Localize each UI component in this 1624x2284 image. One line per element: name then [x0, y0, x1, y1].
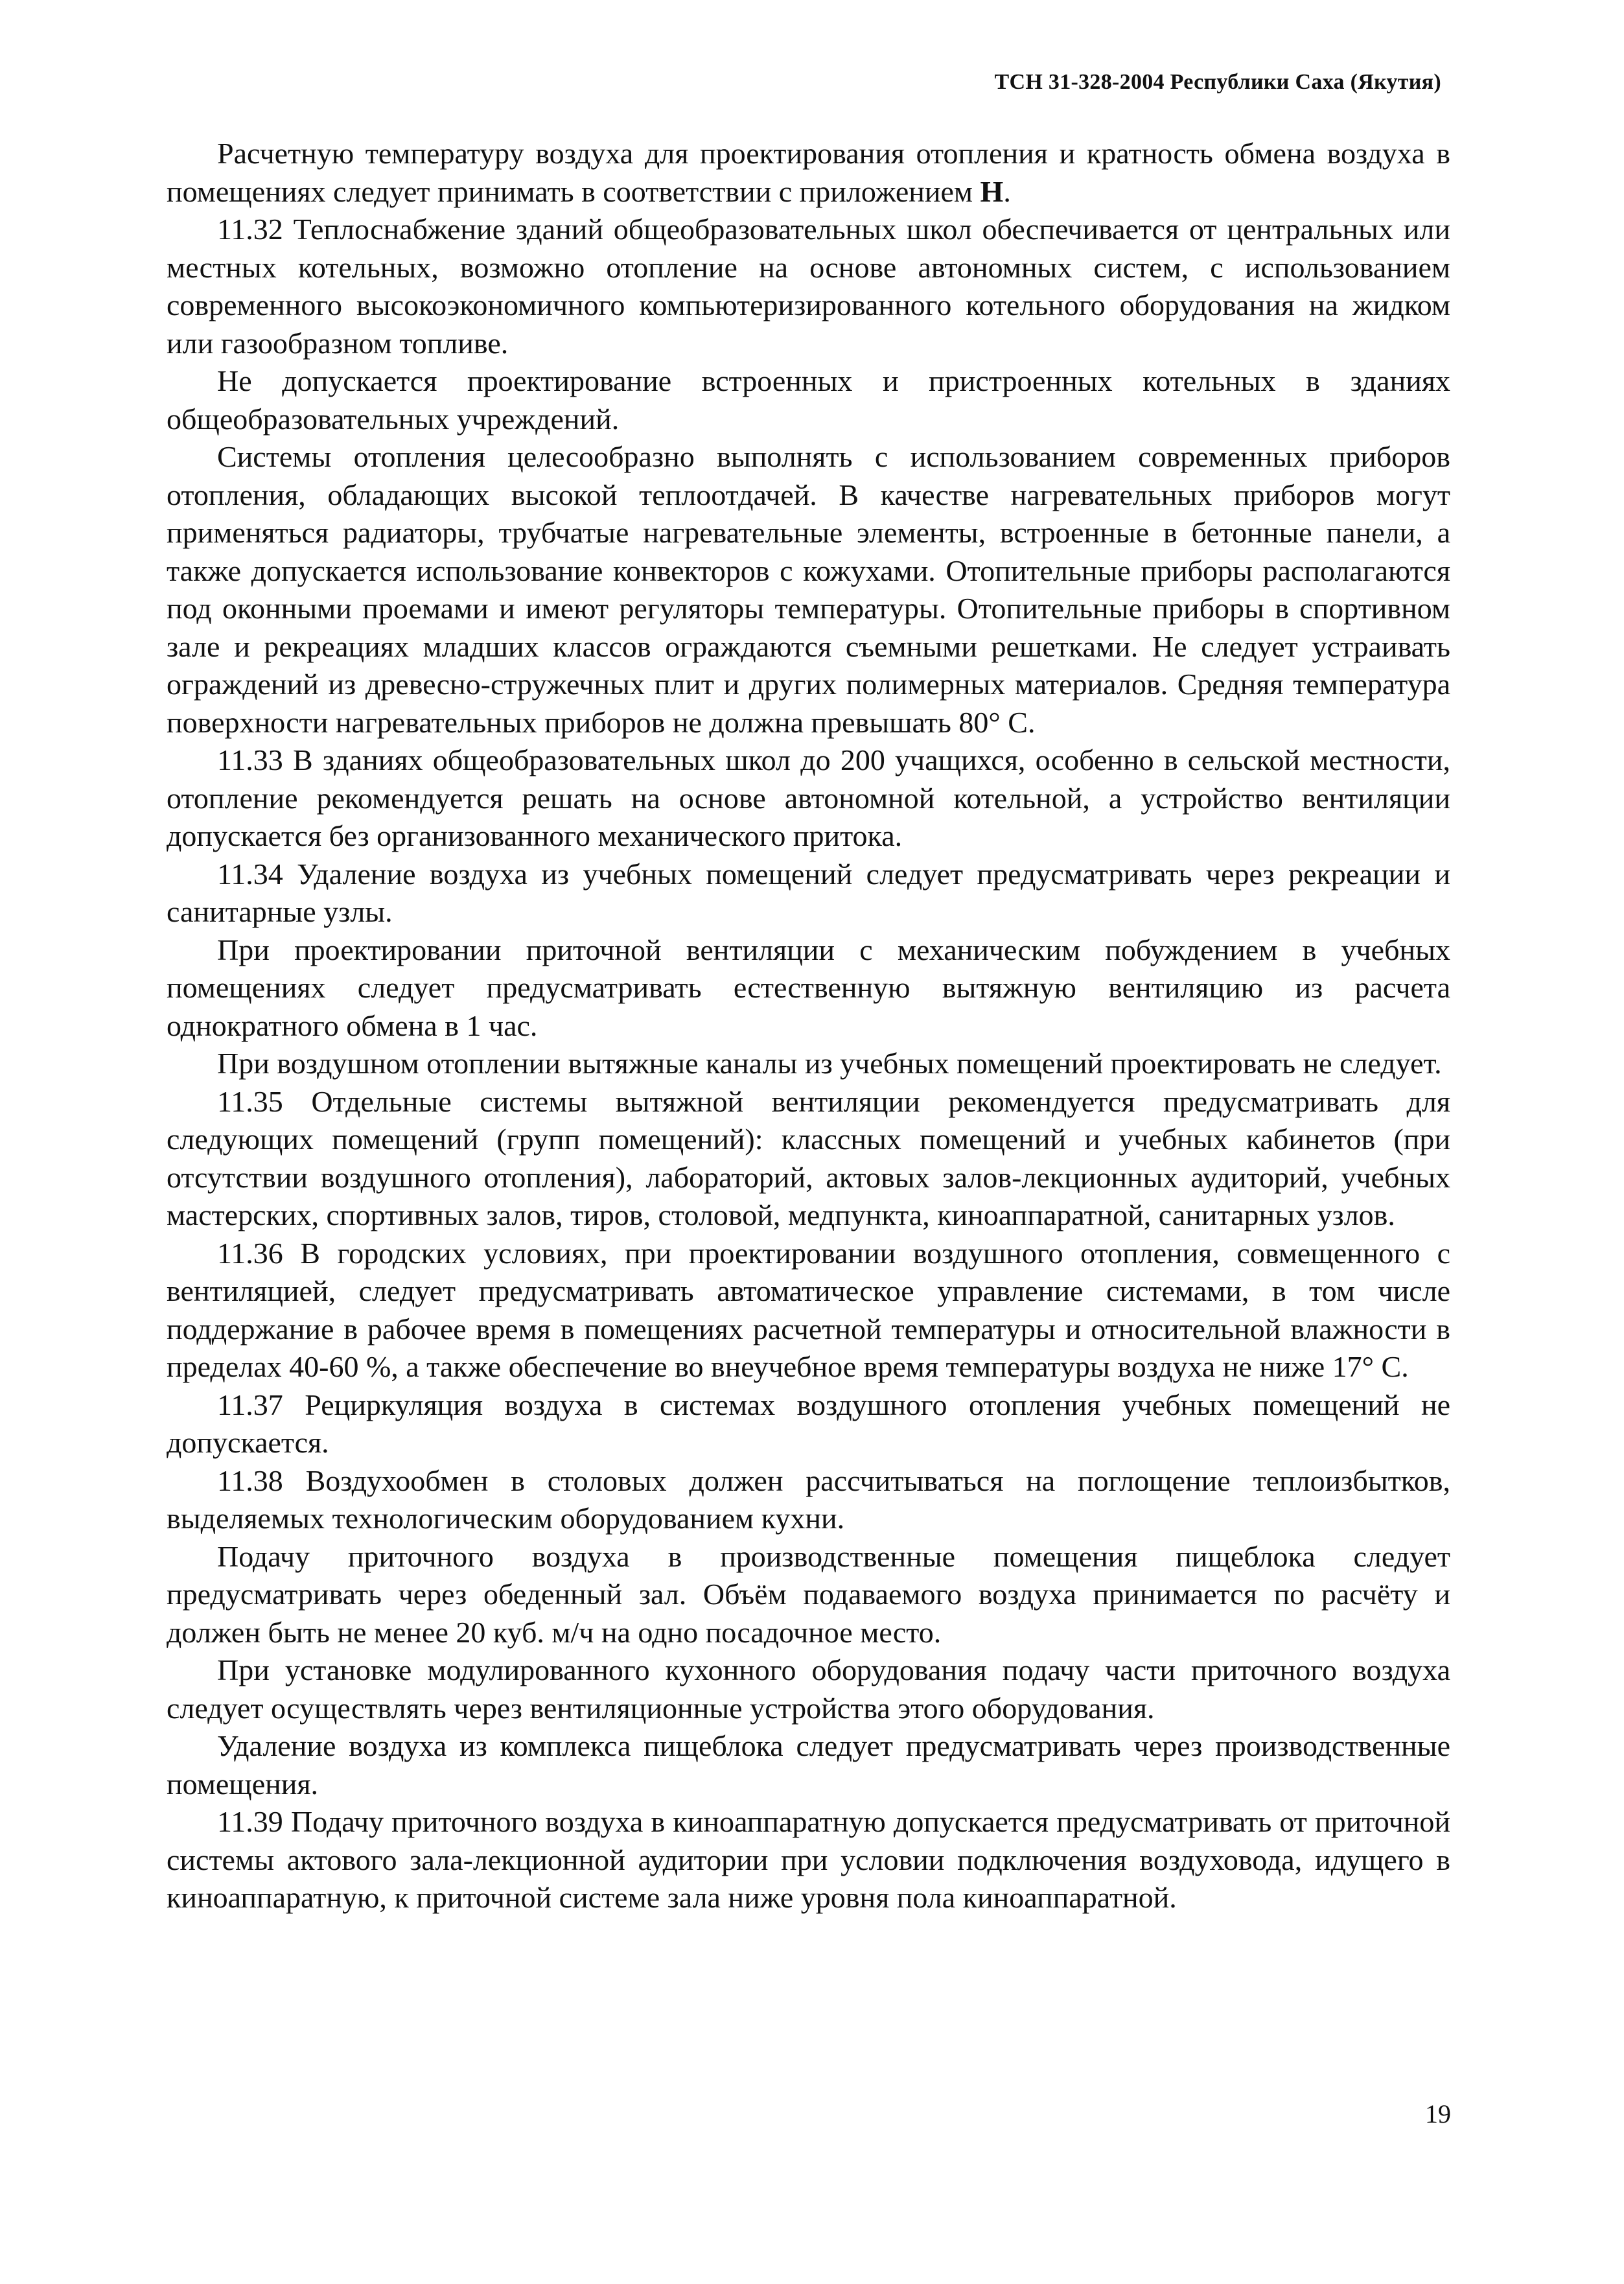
paragraph-11-39: 11.39 Подачу приточного воздуха в киноаппаратную допускается предусматривать от приточной системы актового зала-лекционной аудитории при условии подключения воздуховода, идущего в киноаппаратную, к приточной системе зала ниже уровня пола киноаппаратной. [167, 1805, 1450, 1914]
paragraph-11-35: 11.35 Отдельные системы вытяжной вентиляции рекомендуется предусматривать для следующих помещений (групп помещений): классных помещений и учебных кабинетов (при отсутствии воздушного отопления), лабораторий, актовых залов-лекционных аудиторий, учебных мастерских, спортивных залов, тиров, столовой, медпункта, киноаппаратной, санитарных узлов. [167, 1084, 1450, 1231]
paragraph-heating-systems: Системы отопления целесообразно выполнять с использованием современных приборов отопления, обладающих высокой теплоотдачей. В качестве нагревательных приборов могут применяться радиаторы, трубчатые нагревательные элементы, встроенные в бетонные панели, а также допускается использование конвекторов с кожухами. Отопительные приборы располагаются под оконными проемами и имеют регуляторы температуры. Отопительные приборы в спортивном зале и рекреациях младших классов ограждаются съемными решетками. Не следует устраивать ограждений из древесно-стружечных плит и других полимерных материалов. Средняя температура поверхности нагревательных приборов не должна превышать 80° С. [167, 440, 1450, 739]
appendix-reference: Н [980, 174, 1004, 208]
paragraph-11-33: 11.33 В зданиях общеобразовательных школ до 200 учащихся, особенно в сельской местности, отопление рекомендуется решать на основе автономной котельной, а устройство вентиляции допускается без организованного механического притока. [167, 743, 1450, 852]
paragraph-kitchen-supply: Подачу приточного воздуха в производственные помещения пищеблока следует предусматривать через обеденный зал. Объём подаваемого воздуха принимается по расчёту и должен быть не менее 20 куб. м/ч на одно посадочное место. [167, 1539, 1450, 1649]
paragraph-modular-equipment: При установке модулированного кухонного оборудования подачу части приточного воздуха следует осуществлять через вентиляционные устройства этого оборудования. [167, 1653, 1450, 1725]
document-header: ТСН 31-328-2004 Республики Саха (Якутия) [994, 70, 1441, 94]
paragraph-boiler-restriction: Не допускается проектирование встроенных и пристроенных котельных в зданиях общеобразовательных учреждений. [167, 364, 1450, 436]
paragraph-tail: . [1003, 174, 1011, 208]
paragraph-11-38: 11.38 Воздухообмен в столовых должен рассчитываться на поглощение теплоизбытков, выделяемых технологическим оборудованием кухни. [167, 1463, 1450, 1535]
paragraph-kitchen-exhaust: Удаление воздуха из комплекса пищеблока следует предусматривать через производственные помещения. [167, 1729, 1450, 1800]
paragraph-text: Расчетную температуру воздуха для проектирования отопления и кратность обмена воздуха в помещениях следует принимать в соответствии с приложением [167, 137, 1450, 208]
page-number: 19 [1425, 2099, 1451, 2128]
paragraph-heating-temperature [167, 135, 1450, 211]
paragraph-supply-ventilation: При проектировании приточной вентиляции с механическим побуждением в учебных помещениях следует предусматривать естественную вытяжную вентиляцию из расчета однократного обмена в 1 час. [167, 933, 1450, 1042]
paragraph-11-37: 11.37 Рециркуляция воздуха в системах воздушного отопления учебных помещений не допускается. [167, 1388, 1450, 1459]
paragraph-11-32: 11.32 Теплоснабжение зданий общеобразовательных школ обеспечивается от центральных или местных котельных, возможно отопление на основе автономных систем, с использованием современного высокоэкономичного компьютеризированного котельного оборудования на жидком или газообразном топливе. [167, 213, 1450, 360]
paragraph-11-34: 11.34 Удаление воздуха из учебных помещений следует предусматривать через рекреации и санитарные узлы. [167, 857, 1450, 928]
paragraph-11-36: 11.36 В городских условиях, при проектировании воздушного отопления, совмещенного с вентиляцией, следует предусматривать автоматическое управление системами, в том числе поддержание в рабочее время в помещениях расчетной температуры и относительной влажности в пределах 40-60 %, а также обеспечение во внеучебное время температуры воздуха не ниже 17° С. [167, 1236, 1450, 1383]
paragraph-air-heating: При воздушном отоплении вытяжные каналы из учебных помещений проектировать не следует. [217, 1047, 1442, 1080]
document-body [167, 135, 1450, 1917]
